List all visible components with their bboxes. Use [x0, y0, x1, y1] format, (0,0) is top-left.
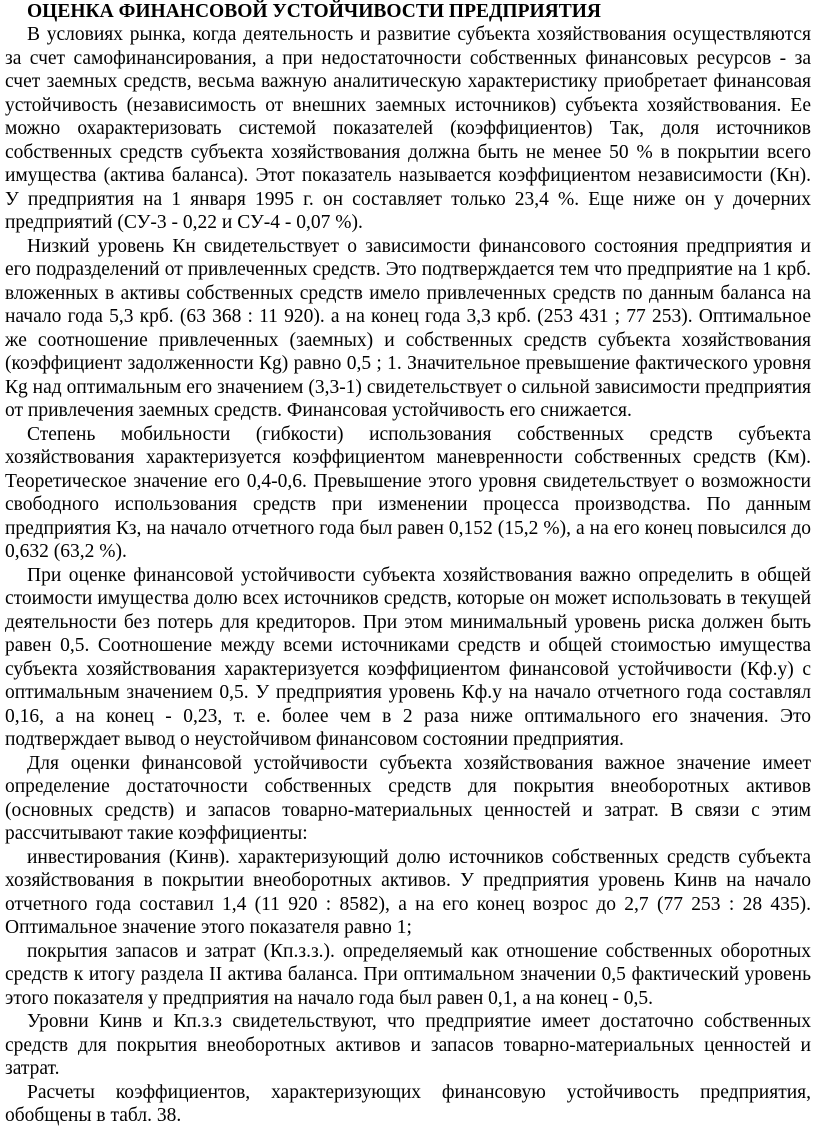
paragraph-9: Расчеты коэффициентов, характеризующих финансовую устойчивость предприятия, обобщены в табл. 38.	[5, 1081, 811, 1126]
page-title: ОЦЕНКА ФИНАНСОВОЙ УСТОЙЧИВОСТИ ПРЕДПРИЯТИЯ	[27, 1, 601, 22]
paragraph-7: покрытия запасов и затрат (Кп.з.з.). определяемый как отношение собственных оборотных средств к итогу раздела II актива баланса. При оптимальном значении 0,5 фактический уровень этого показателя у предприятия на начало года был равен 0,1, а на конец - 0,5.	[5, 940, 811, 1009]
paragraph-6: инвестирования (Кинв). характеризующий долю источников собственных средств субъекта хозяйствования в покрытии внеоборотных активов. У предприятия уровень Кинв на начало отчетного года составил 1,4 (11 920 : 8582), а на его конец возрос до 2,7 (77 253 : 28 435). Оптимальное значение этого показателя равно 1;	[5, 846, 811, 938]
paragraph-3: Степень мобильности (гибкости) использования собственных средств субъекта хозяйствования характеризуется коэффициентом маневренности собственных средств (Км). Теоретическое значение его 0,4-0,6. Превышение этого уровня свидетельствует о возможности свободного использования средств при изменении процесса производства. По данным предприятия Кз, на начало отчетного года был равен 0,152 (15,2 %), а на его конец повысился до 0,632 (63,2 %).	[5, 423, 811, 562]
paragraph-1: В условиях рынка, когда деятельность и развитие субъекта хозяйствования осуществляются за счет самофинансирования, а при недостаточности собственных финансовых ресурсов - за счет заемных средств, весьма важную аналитическую характеристику приобретает финансовая устойчивость (независимость от внешних заемных источников) субъекта хозяйствования. Ее можно охарактеризовать системой показателей (коэффициентов) Так, доля источников собственных средств субъекта хозяйствования должна быть не менее 50 % в покрытии всего имущества (актива баланса). Этот показатель называется коэффициентом независимости (Кн). У предприятия на 1 января 1995 г. он составляет только 23,4 %. Еще ниже он у дочерних предприятий (СУ-3 - 0,22 и СУ-4 - 0,07 %).	[5, 24, 811, 233]
paragraph-5: Для оценки финансовой устойчивости субъекта хозяйствования важное значение имеет определение достаточности собственных средств для покрытия внеоборотных активов (основных средств) и запасов товарно-материальных ценностей и затрат. В связи с этим рассчитывают такие коэффициенты:	[5, 752, 811, 844]
paragraph-8: Уровни Кинв и Кп.з.з свидетельствуют, что предприятие имеет достаточно собственных средств для покрытия внеоборотных активов и запасов товарно-материальных ценностей и затрат.	[5, 1011, 811, 1079]
paragraph-2: Низкий уровень Кн свидетельствует о зависимости финансового состояния предприятия и его подразделений от привлеченных средств. Это подтверждается тем что предприятие на 1 крб. вложенных в активы собственных средств имело привлеченных средств по данным баланса на начало года 5,3 крб. (63 368 : 11 920). а на конец года 3,3 крб. (253 431 ; 77 253). Оптимальное же соотношение привлеченных (заемных) и собственных средств субъекта хозяйствования (коэффициент задолженности Кg) равно 0,5 ; 1. Значительное превышение фактического уровня Кg над оптимальным его значением (3,3-1) свидетельствует о сильной зависимости предприятия от привлечения заемных средств. Финансовая устойчивость его снижается.	[5, 235, 811, 421]
paragraph-4: При оценке финансовой устойчивости субъекта хозяйствования важно определить в общей стоимости имущества долю всех источников средств, которые он может использовать в текущей деятельности без потерь для кредиторов. При этом минимальный уровень риска должен быть равен 0,5. Соотношение между всеми источниками средств и общей стоимостью имущества субъекта хозяйствования характеризуется коэффициентом финансовой устойчивости (Кф.у) с оптимальным значением 0,5. У предприятия уровень Кф.у на начало отчетного года составлял 0,16, а на конец - 0,23, т. е. более чем в 2 раза ниже оптимального его значения. Это подтверждает вывод о неустойчивом финансовом состоянии предприятия.	[5, 564, 811, 750]
